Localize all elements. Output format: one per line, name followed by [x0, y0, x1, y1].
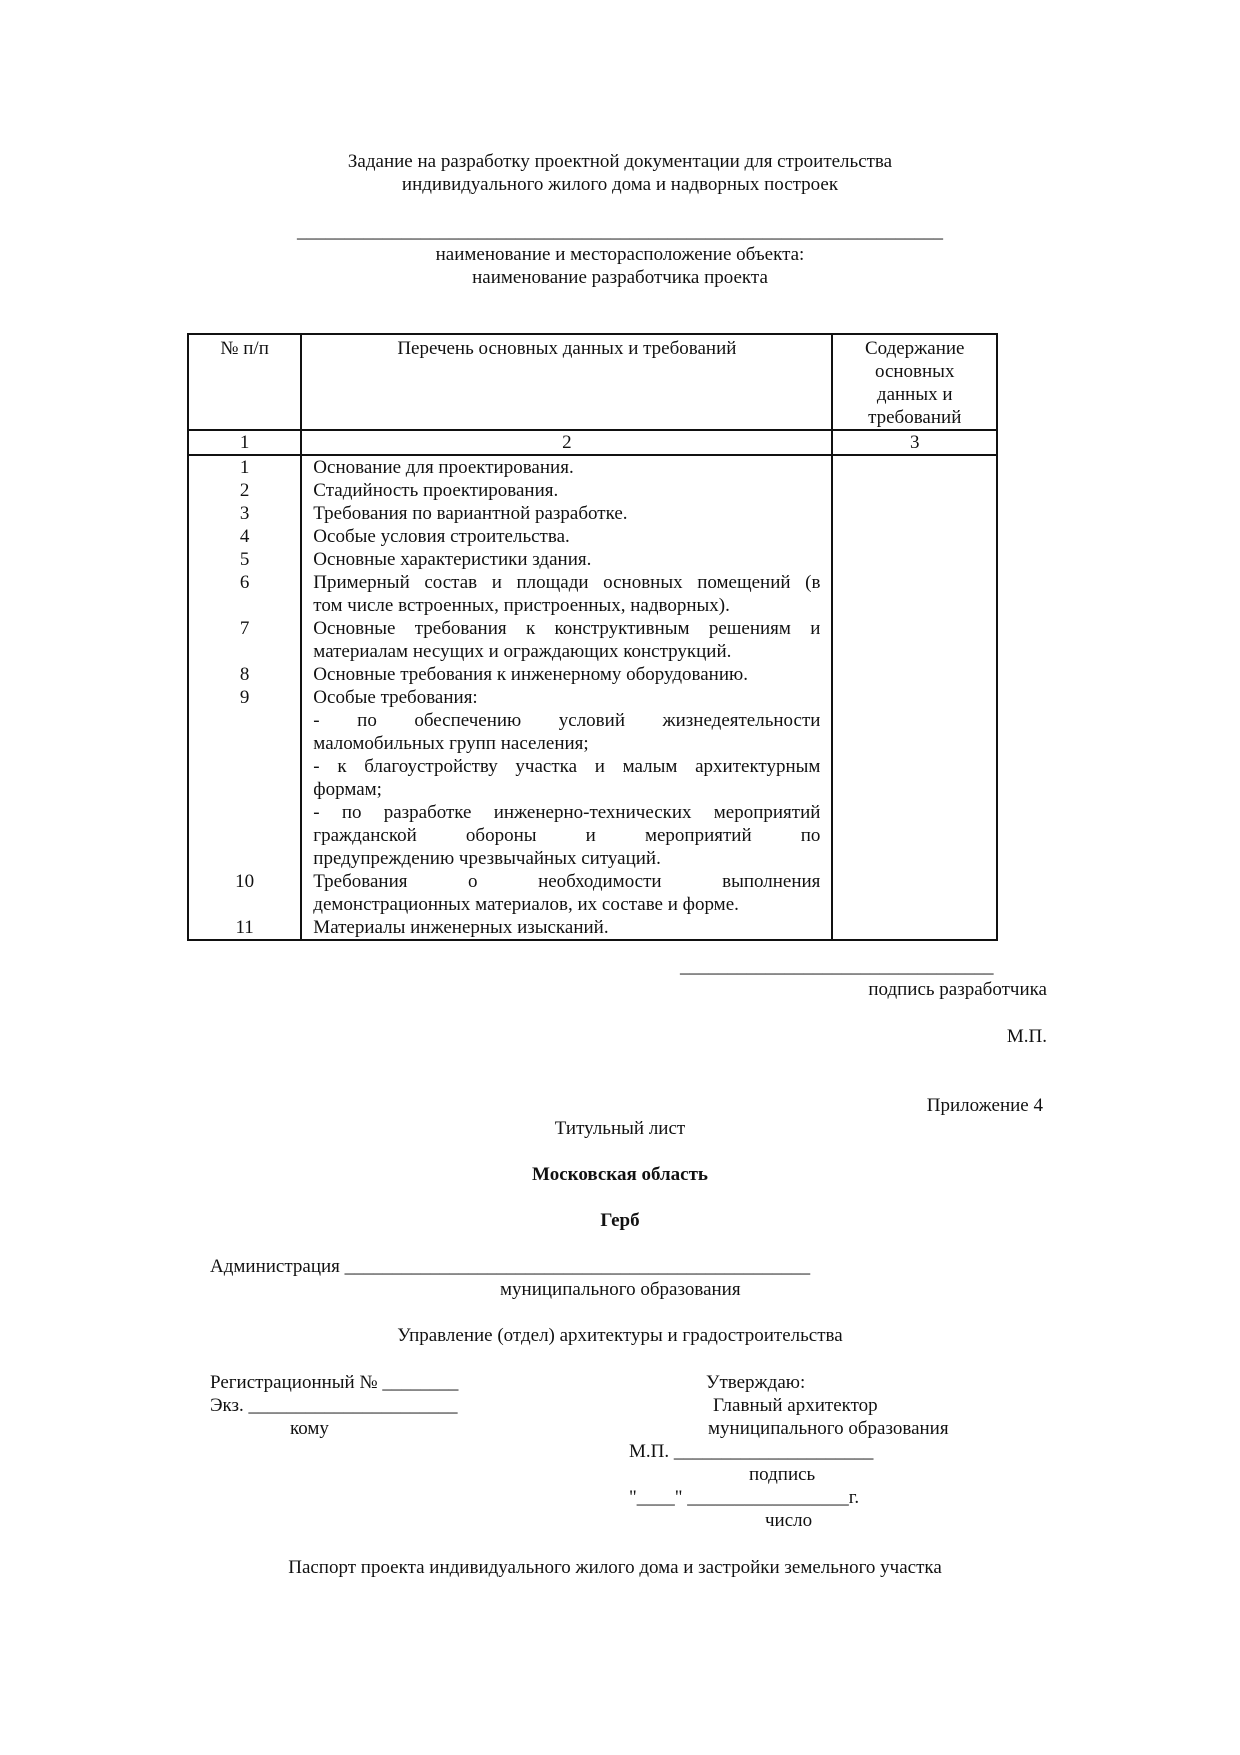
- subtitle-line-1: наименование и месторасположение объекта:: [435, 244, 805, 265]
- table-body-row: [188, 455, 997, 940]
- coat-of-arms-label: Герб: [600, 1210, 640, 1231]
- requirements-table: [187, 333, 998, 941]
- requirement-line: Особые условия строительства.: [313, 526, 570, 547]
- requirement-line: Основные требования к инженерному оборудованию.: [313, 664, 748, 685]
- title-page-heading: Титульный лист: [554, 1118, 686, 1139]
- requirement-line: Основание для проектирования.: [313, 457, 574, 478]
- row-number-spacer: [189, 778, 300, 801]
- requirement-line: Основные характеристики здания.: [313, 549, 592, 570]
- title-line-1: Задание на разработку проектной документации для строительства: [347, 151, 893, 172]
- signature-underline: _________________________________: [680, 956, 994, 977]
- requirement-line: Материалы инженерных изысканий.: [313, 917, 609, 938]
- appendix-label: Приложение 4: [926, 1095, 1043, 1116]
- municipal-formation-label: муниципального образования: [708, 1418, 949, 1439]
- row-number: 6: [239, 572, 250, 593]
- requirement-line: Требования по вариантной разработке.: [313, 503, 628, 524]
- row-number-spacer: [189, 732, 300, 755]
- date-line: "____" _________________г.: [629, 1487, 860, 1508]
- row-number-spacer: [189, 709, 300, 732]
- municipal-label: муниципального образования: [500, 1279, 741, 1300]
- requirement-line: Основные требования к конструктивным решениям и: [313, 618, 821, 639]
- requirement-line: Требования о необходимости выполнения: [313, 871, 821, 892]
- subtitle-line-2: наименование разработчика проекта: [472, 267, 768, 288]
- requirement-line: том числе встроенных, пристроенных, надворных).: [313, 595, 730, 616]
- row-number-spacer: [189, 847, 300, 870]
- requirement-line: Примерный состав и площади основных помещений (в: [313, 572, 821, 593]
- approve-label: Утверждаю:: [706, 1372, 806, 1393]
- object-subtitle: [0, 243, 1240, 289]
- row-number: 11: [235, 917, 254, 938]
- requirement-line: Особые требования:: [313, 687, 478, 708]
- copy-number: Экз. ______________________: [210, 1395, 458, 1416]
- stamp-label: М.П.: [1006, 1026, 1047, 1047]
- table-header-row: [188, 334, 997, 430]
- column-number-2: 2: [301, 430, 832, 455]
- column-number-1: 1: [188, 430, 301, 455]
- column-number-3: 3: [832, 430, 997, 455]
- title-line-2: индивидуального жилого дома и надворных построек: [401, 174, 839, 195]
- row-number-spacer: [189, 640, 300, 663]
- administration-line: Администрация _________________________________________________: [210, 1256, 811, 1277]
- row-number: 8: [239, 664, 250, 685]
- header-content: Содержание основных данных и требований: [832, 334, 997, 430]
- to-whom-label: кому: [290, 1418, 329, 1439]
- region-name: Московская область: [532, 1164, 708, 1185]
- row-number: 2: [239, 480, 250, 501]
- chief-architect-label: Главный архитектор: [713, 1395, 878, 1416]
- requirement-line: Стадийность проектирования.: [313, 480, 559, 501]
- requirement-line: формам;: [313, 779, 382, 800]
- requirement-line: материалам несущих и ограждающих конструкций.: [313, 641, 732, 662]
- row-number-spacer: [189, 594, 300, 617]
- header-number: № п/п: [188, 334, 301, 430]
- row-numbers-cell: [188, 455, 301, 940]
- requirement-line: - к благоустройству участка и малым архитектурным: [313, 756, 821, 777]
- requirement-line: гражданской обороны и мероприятий по: [313, 825, 821, 846]
- signature-label: подпись разработчика: [868, 979, 1047, 1000]
- row-number-spacer: [189, 801, 300, 824]
- registration-number: Регистрационный № ________: [210, 1372, 459, 1393]
- requirement-line: предупреждению чрезвычайных ситуаций.: [313, 848, 661, 869]
- row-number-spacer: [189, 893, 300, 916]
- column-number-row: [188, 430, 997, 455]
- signature-caption: подпись: [749, 1464, 816, 1485]
- row-number: 1: [239, 457, 250, 478]
- header-requirements: Перечень основных данных и требований: [301, 334, 832, 430]
- object-name-underline: ____________________________________________________________________: [297, 221, 943, 242]
- requirement-line: - по обеспечению условий жизнедеятельности: [313, 710, 821, 731]
- row-number-spacer: [189, 824, 300, 847]
- row-number: 9: [239, 687, 250, 708]
- row-number: 7: [239, 618, 250, 639]
- stamp-signature-line: М.П. _____________________: [629, 1441, 874, 1462]
- row-number: 5: [239, 549, 250, 570]
- row-number: 3: [239, 503, 250, 524]
- row-texts-cell: [301, 455, 832, 940]
- requirement-line: - по разработке инженерно-технических мероприятий: [313, 802, 821, 823]
- requirement-line: демонстрационных материалов, их составе и форме.: [313, 894, 739, 915]
- date-caption: число: [765, 1510, 813, 1531]
- document-title: [0, 150, 1240, 196]
- project-passport-title: Паспорт проекта индивидуального жилого дома и застройки земельного участка: [288, 1557, 942, 1578]
- requirement-line: маломобильных групп населения;: [313, 733, 589, 754]
- row-number-spacer: [189, 755, 300, 778]
- content-cell: [832, 455, 997, 940]
- row-number: 4: [239, 526, 250, 547]
- department-name: Управление (отдел) архитектуры и градостроительства: [397, 1325, 843, 1346]
- row-number: 10: [235, 871, 255, 892]
